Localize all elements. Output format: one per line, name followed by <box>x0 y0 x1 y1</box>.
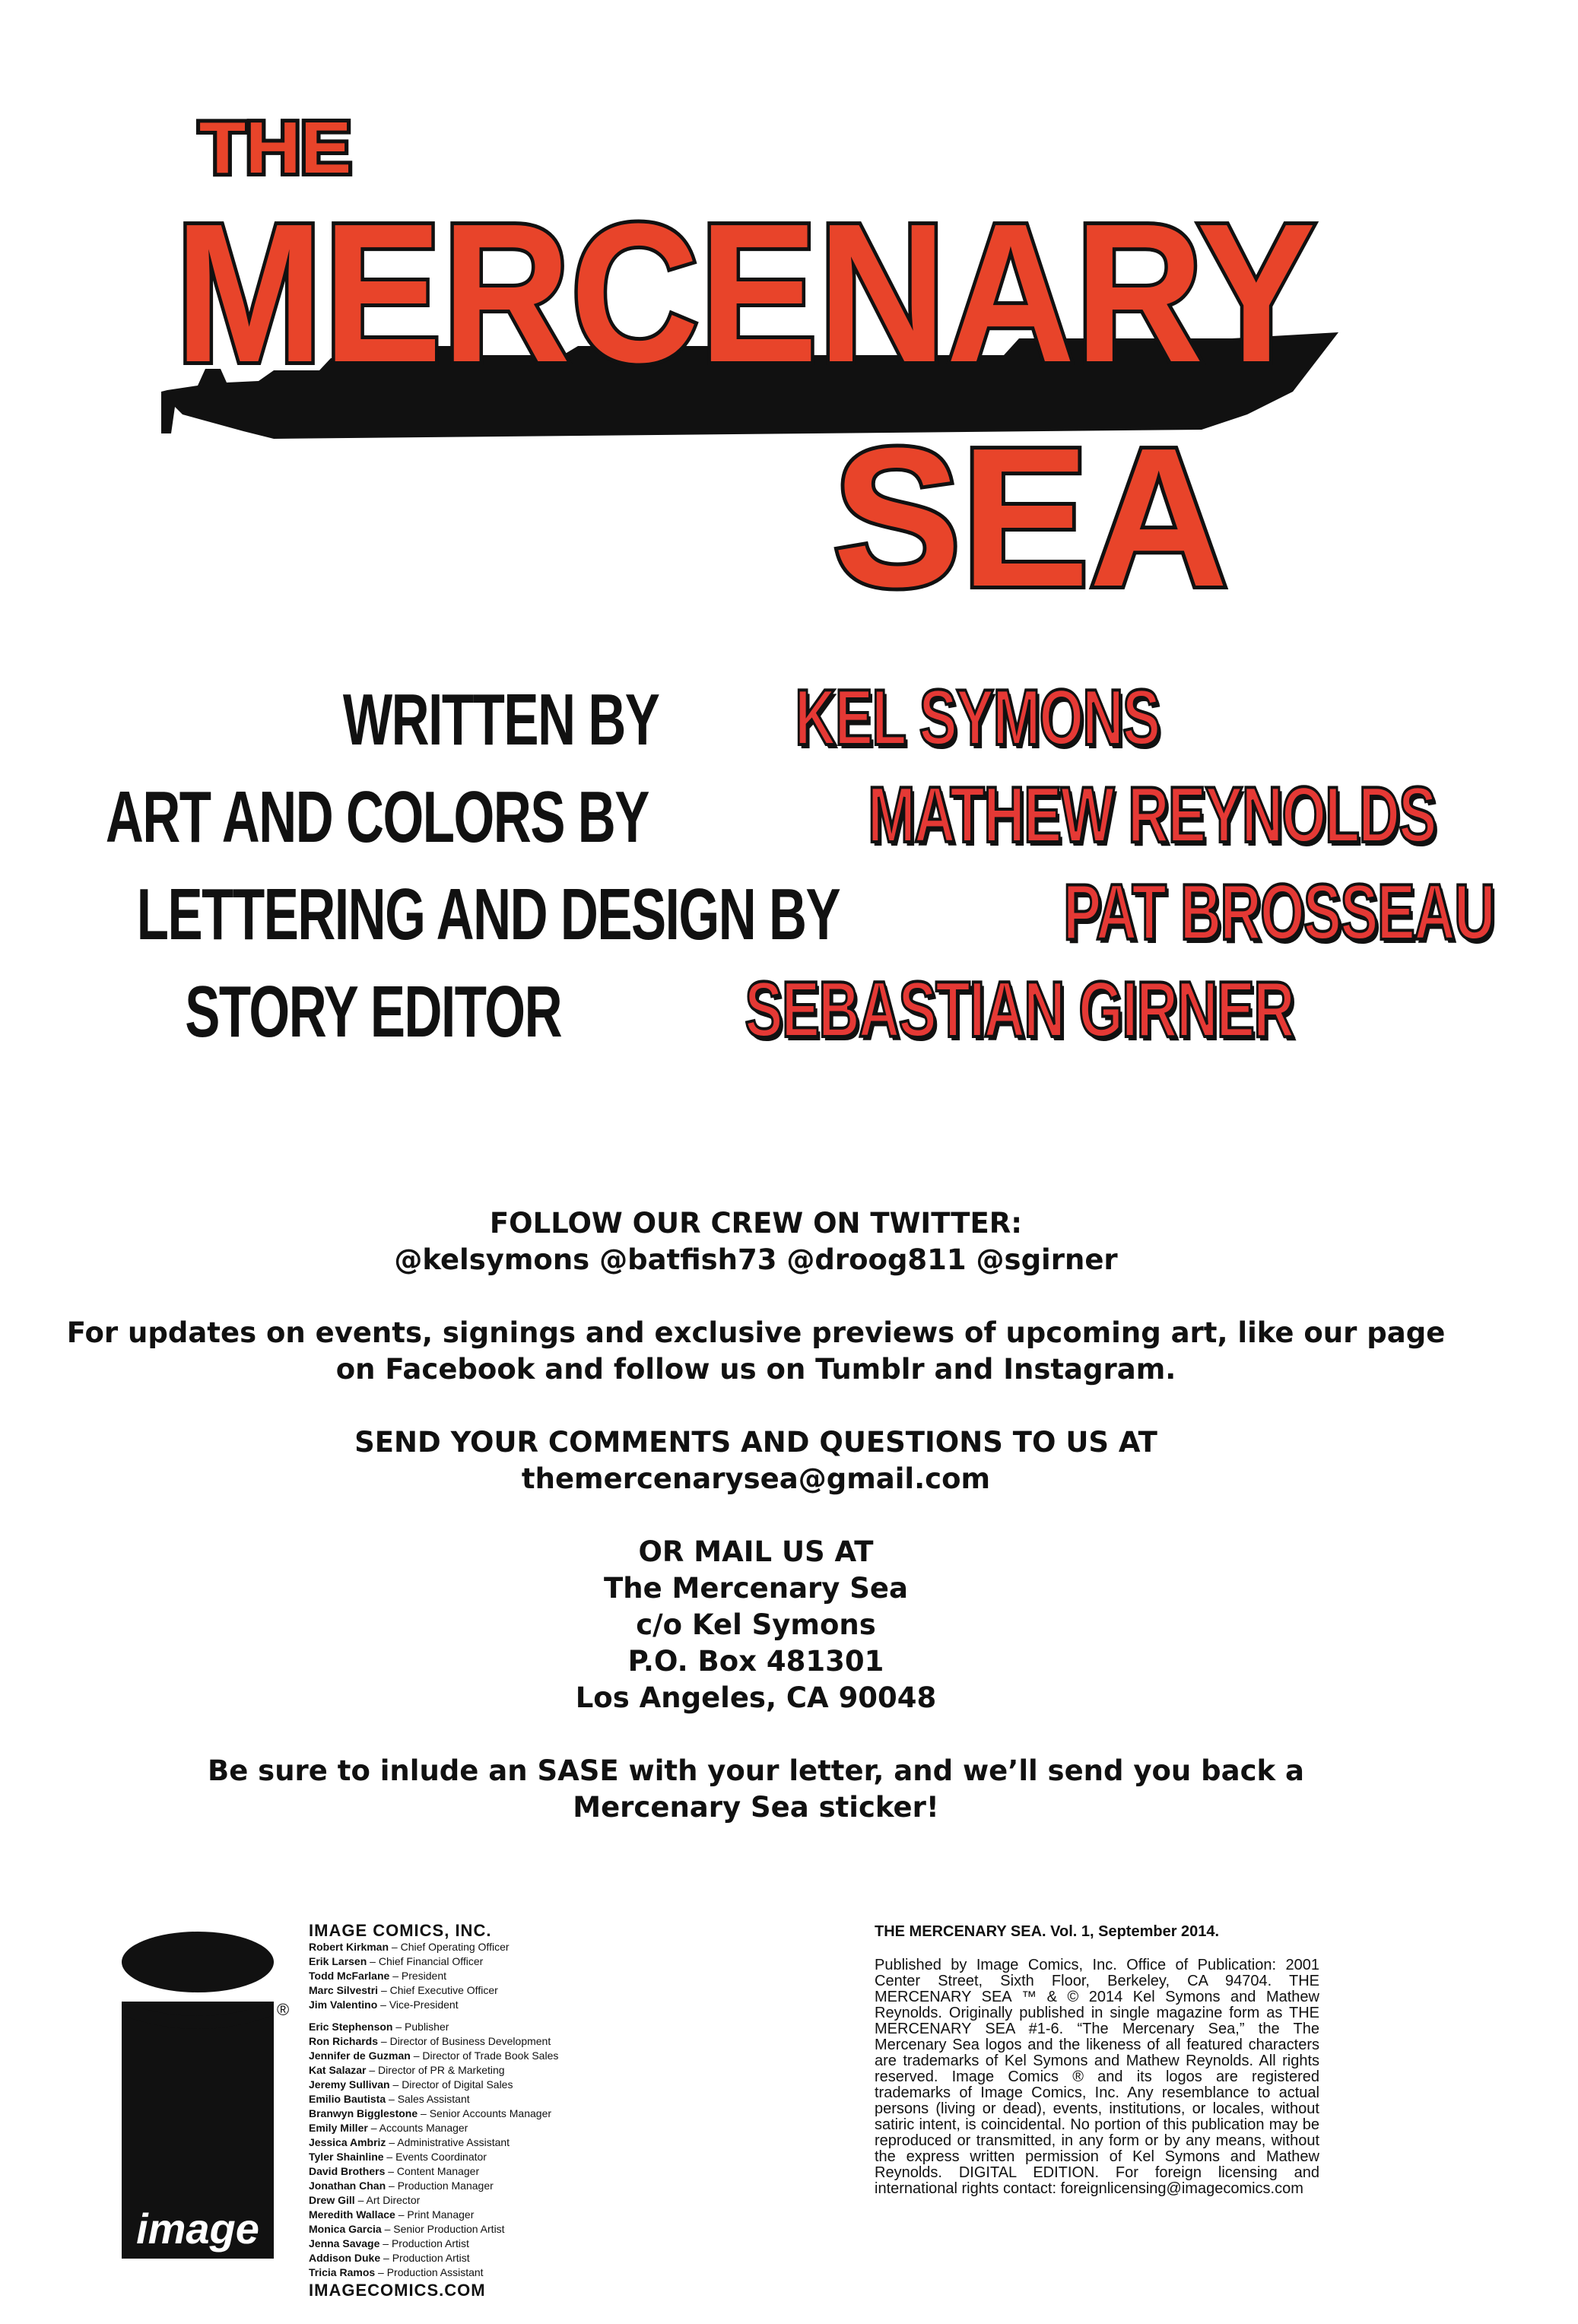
publisher-title: IMAGE COMICS, INC. <box>309 1921 492 1940</box>
staff-name: Emily Miller <box>309 2122 368 2134</box>
staff-name: Jessica Ambriz <box>309 2136 386 2148</box>
staff-row <box>309 1983 659 1998</box>
staff-role: – Senior Accounts Manager <box>418 2107 552 2119</box>
staff-row <box>309 1969 659 1983</box>
credit-artist <box>0 767 1512 864</box>
staff-role: – Director of Trade Book Sales <box>410 2049 559 2062</box>
staff-name: Eric Stephenson <box>309 2021 393 2033</box>
staff-role: – Director of PR & Marketing <box>366 2064 505 2076</box>
mail-address-line: P.O. Box 481301 <box>627 1645 884 1678</box>
staff-row <box>309 2265 659 2280</box>
series-logo-art <box>152 87 1338 628</box>
updates-text: on Facebook and follow us on Tumblr and Instagram. <box>335 1353 1176 1386</box>
staff-role: – Chief Executive Officer <box>378 1984 498 1996</box>
staff-role: – Art Director <box>354 2194 421 2206</box>
staff-role: – Production Artist <box>379 2237 469 2249</box>
credit-letterer <box>0 864 1512 961</box>
registered-mark: ® <box>277 2000 290 2019</box>
staff-row <box>309 2121 659 2135</box>
staff-role: – Events Coordinator <box>383 2151 487 2163</box>
mail-address-line: c/o Kel Symons <box>636 1608 876 1641</box>
staff-row <box>309 2222 659 2237</box>
sase-section <box>61 1753 1451 1826</box>
staff-role: – Director of Business Development <box>378 2035 551 2047</box>
staff-row <box>309 2164 659 2179</box>
credit-name: MATHEW REYNOLDS <box>868 771 1436 859</box>
publisher-staff <box>309 1922 659 2301</box>
staff-role: – Senior Production Artist <box>381 2223 505 2235</box>
staff-role: – Vice-President <box>377 1999 459 2011</box>
legal-heading: THE MERCENARY SEA. Vol. 1, September 2014. <box>875 1923 1220 1940</box>
credit-role: STORY EDITOR <box>185 971 562 1052</box>
staff-row <box>309 2063 659 2078</box>
staff-role: – Content Manager <box>385 2165 480 2177</box>
staff-name: Branwyn Bigglestone <box>309 2107 418 2119</box>
staff-row <box>309 2020 659 2034</box>
staff-role: – Publisher <box>392 2021 449 2033</box>
staff-name: Addison Duke <box>309 2252 381 2264</box>
credit-role: ART AND COLORS BY <box>105 776 649 858</box>
staff-row <box>309 2034 659 2049</box>
credit-role: LETTERING AND DESIGN BY <box>136 874 840 955</box>
staff-row <box>309 1954 659 1969</box>
staff-group-team <box>309 2020 659 2280</box>
staff-row <box>309 2251 659 2265</box>
image-comics-logo-art <box>122 1932 290 2259</box>
staff-role: – Chief Operating Officer <box>389 1941 510 1953</box>
staff-row <box>309 2208 659 2222</box>
twitter-heading: FOLLOW OUR CREW ON TWITTER: <box>489 1207 1023 1240</box>
credit-role: WRITTEN BY <box>343 679 659 760</box>
logo-the: THE <box>199 107 351 189</box>
legal-body: Published by Image Comics, Inc. Office of Publication: 2001 Center Street, Sixth Floor, Berkeley, CA 94704. THE MERCENARY SEA ™ & © 2014 Kel Symons and Mathew Reynolds. Originally published in single magazine form as THE MERCENARY SEA #1-6. “The Mercenary Sea,” the The Mercenary Sea logos and the likeness of all featured characters are trademarks of Kel Symons and Mathew Reynolds. All rights reserved. Image Comics ® and its logos are registered trademarks of Image Comics, Inc. Any resemblance to actual persons (living or dead), events, institutions, or locales, without satiric intent, is coincidental. No portion of this publication may be reproduced or transmitted, in any form or by any means, without the express written permission of Kel Symons and Mathew Reynolds. DIGITAL EDITION. For foreign licensing and international rights contact: foreignlicensing@imagecomics.com <box>875 1957 1319 2197</box>
staff-name: Meredith Wallace <box>309 2208 395 2221</box>
sase-text: Mercenary Sea sticker! <box>573 1791 939 1824</box>
staff-role: – Sales Assistant <box>386 2093 470 2105</box>
updates-section <box>61 1315 1451 1388</box>
staff-row <box>309 2150 659 2164</box>
credit-name: PAT BROSSEAU <box>1063 868 1495 957</box>
staff-name: Erik Larsen <box>309 1955 367 1967</box>
staff-role: – Accounts Manager <box>367 2122 468 2134</box>
staff-row <box>309 2078 659 2092</box>
staff-role: – Print Manager <box>395 2208 475 2221</box>
staff-name: Drew Gill <box>309 2194 355 2206</box>
staff-role: – Director of Digital Sales <box>389 2078 513 2091</box>
series-logo <box>152 87 1338 628</box>
staff-name: Jenna Savage <box>309 2237 380 2249</box>
staff-name: Jennifer de Guzman <box>309 2049 411 2062</box>
staff-role: – Administrative Assistant <box>386 2136 510 2148</box>
staff-row <box>309 2049 659 2063</box>
image-comics-logo <box>122 1932 290 2259</box>
credit-writer <box>0 669 1512 767</box>
publisher-website: IMAGECOMICS.COM <box>309 2281 486 2300</box>
comments-heading: SEND YOUR COMMENTS AND QUESTIONS TO US AT <box>354 1426 1157 1459</box>
email-address: themercenarysea@gmail.com <box>521 1462 991 1495</box>
staff-role: – Chief Financial Officer <box>367 1955 484 1967</box>
staff-role: – President <box>389 1970 447 1982</box>
staff-name: Marc Silvestri <box>309 1984 379 1996</box>
logo-mercenary: MERCENARY <box>175 183 1316 404</box>
staff-name: Ron Richards <box>309 2035 379 2047</box>
credit-name: SEBASTIAN GIRNER <box>745 966 1294 1054</box>
contact-info <box>61 1205 1451 1862</box>
staff-row <box>309 2179 659 2193</box>
credits-block <box>0 669 1512 1059</box>
updates-text: For updates on events, signings and exclusive previews of upcoming art, like our page <box>66 1316 1446 1349</box>
logo-sea: SEA <box>833 408 1228 628</box>
staff-name: Tyler Shainline <box>309 2151 384 2163</box>
twitter-section <box>61 1205 1451 1278</box>
staff-row <box>309 2092 659 2107</box>
staff-row <box>309 2135 659 2150</box>
staff-row <box>309 2107 659 2121</box>
email-section <box>61 1424 1451 1497</box>
staff-role: – Production Assistant <box>375 2266 484 2278</box>
mail-address-line: Los Angeles, CA 90048 <box>575 1681 937 1714</box>
staff-name: Robert Kirkman <box>309 1941 389 1953</box>
staff-row <box>309 2237 659 2251</box>
staff-name: Kat Salazar <box>309 2064 367 2076</box>
staff-name: Todd McFarlane <box>309 1970 390 1982</box>
staff-row <box>309 2193 659 2208</box>
staff-name: Jeremy Sullivan <box>309 2078 390 2091</box>
staff-name: David Brothers <box>309 2165 386 2177</box>
legal-notice <box>875 1922 1319 2197</box>
staff-role: – Production Manager <box>386 2180 494 2192</box>
staff-row <box>309 1940 659 1954</box>
mail-address-line: The Mercenary Sea <box>603 1572 908 1605</box>
image-wordmark: image <box>136 2205 259 2253</box>
credit-editor <box>0 961 1512 1059</box>
staff-group-officers <box>309 1940 659 2012</box>
staff-role: – Production Artist <box>380 2252 470 2264</box>
staff-name: Jonathan Chan <box>309 2180 386 2192</box>
staff-name: Monica Garcia <box>309 2223 382 2235</box>
staff-row <box>309 1998 659 2012</box>
staff-name: Jim Valentino <box>309 1999 378 2011</box>
credit-name: KEL SYMONS <box>795 674 1160 762</box>
sase-text: Be sure to inlude an SASE with your letter, and we’ll send you back a <box>208 1754 1304 1787</box>
staff-name: Emilio Bautista <box>309 2093 386 2105</box>
mail-heading: OR MAIL US AT <box>638 1535 874 1568</box>
staff-name: Tricia Ramos <box>309 2266 376 2278</box>
twitter-handles: @kelsymons @batfish73 @droog811 @sgirner <box>394 1243 1118 1276</box>
mail-section <box>61 1534 1451 1716</box>
